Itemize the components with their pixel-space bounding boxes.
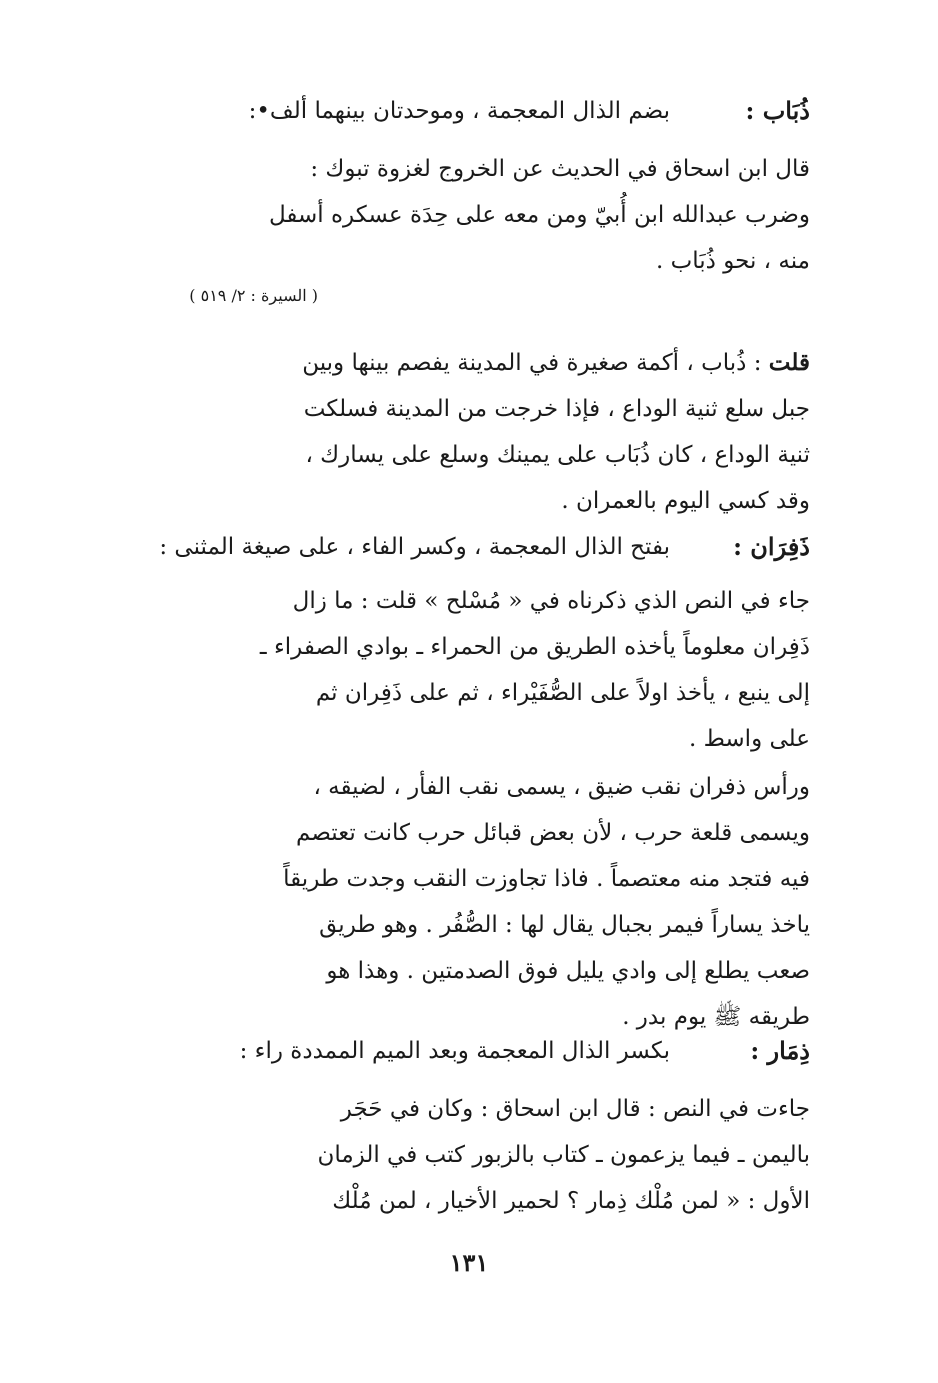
text-line: جاء في النص الذي ذكرناه في « مُسْلح » قلت : ما زال: [292, 588, 810, 614]
text-line: ثنية الوداع ، كان ذُبَاب على يمينك وسلع على يسارك ،: [305, 442, 810, 468]
text-line: منه ، نحو ذُبَاب .: [655, 248, 810, 274]
comment-dhubab: [118, 340, 810, 524]
entry-term-dhimar: ذِمَار :: [750, 1036, 810, 1065]
text-line: ورأس ذفران نقب ضيق ، يسمى نقب الفأر ، لضيقه ،: [313, 774, 810, 800]
text-line: فيه فتجد منه معتصماً . فاذا تجاوزت النقب وجدت طريقاً: [283, 866, 810, 892]
entry-note-dhubab: بضم الذال المعجمة ، وموحدتان بينهما ألف•:: [248, 98, 670, 124]
body-dhimar: [118, 1086, 810, 1224]
text-line: جبل سلع ثنية الوداع ، فإذا خرجت من المدينة فسلكت: [303, 396, 810, 422]
body-dhafiran-1: [118, 578, 810, 762]
entry-term-dhafiran: ذَفِرَان :: [733, 532, 810, 561]
text-line: وقد كسي اليوم بالعمران .: [561, 488, 810, 514]
text-line: ذَفِران معلوماً يأخذه الطريق من الحمراء ـ بوادي الصفراء ـ: [259, 634, 810, 660]
text-line: [118, 340, 810, 386]
text-line: قال ابن اسحاق في الحديث عن الخروج لغزوة تبوك :: [310, 156, 810, 182]
comment-label: قلت: [768, 349, 810, 376]
source-citation: ( السيرة : ٢/ ٥١٩ ): [189, 286, 318, 305]
text-line: جاءت في النص : قال ابن اسحاق : وكان في حَجَر: [340, 1096, 810, 1122]
quote-dhubab: [118, 146, 810, 284]
page-number: ١٣١: [449, 1248, 489, 1277]
text-line: باليمن ـ فيما يزعمون ـ كتاب بالزبور كتب في الزمان: [317, 1142, 810, 1168]
text-line: وضرب عبدالله ابن أُبيّ ومن معه على حِدَة عسكره أسفل: [268, 202, 810, 228]
body-dhafiran-2: [118, 764, 810, 1040]
entry-note-dhimar: بكسر الذال المعجمة وبعد الميم الممددة راء :: [239, 1038, 670, 1064]
text-line: ياخذ يساراً فيمر بجبال يقال لها : الصُّفُر . وهو طريق: [319, 912, 810, 938]
text-line: الأول : « لمن مُلْك ذِمار ؟ لحمير الأخيار ، لمن مُلْك: [332, 1188, 810, 1214]
comment-text: : ذُباب ، أكمة صغيرة في المدينة يفصم بينها وبين: [302, 350, 762, 376]
text-line: إلى ينبع ، يأخذ اولاً على الصُّفَيْراء ، ثم على ذَفِران ثم: [315, 680, 810, 706]
text-line: ويسمى قلعة حرب ، لأن بعض قبائل حرب كانت تعتصم: [296, 820, 810, 846]
text-line: طريقه ﷺ يوم بدر .: [622, 1004, 810, 1030]
entry-note-dhafiran: بفتح الذال المعجمة ، وكسر الفاء ، على صيغة المثنى :: [159, 534, 670, 560]
text-line: صعب يطلع إلى وادي يليل فوق الصدمتين . وهذا هو: [326, 958, 810, 984]
text-line: على واسط .: [688, 726, 810, 752]
entry-term-dhubab: ذُبَاب :: [745, 96, 810, 125]
